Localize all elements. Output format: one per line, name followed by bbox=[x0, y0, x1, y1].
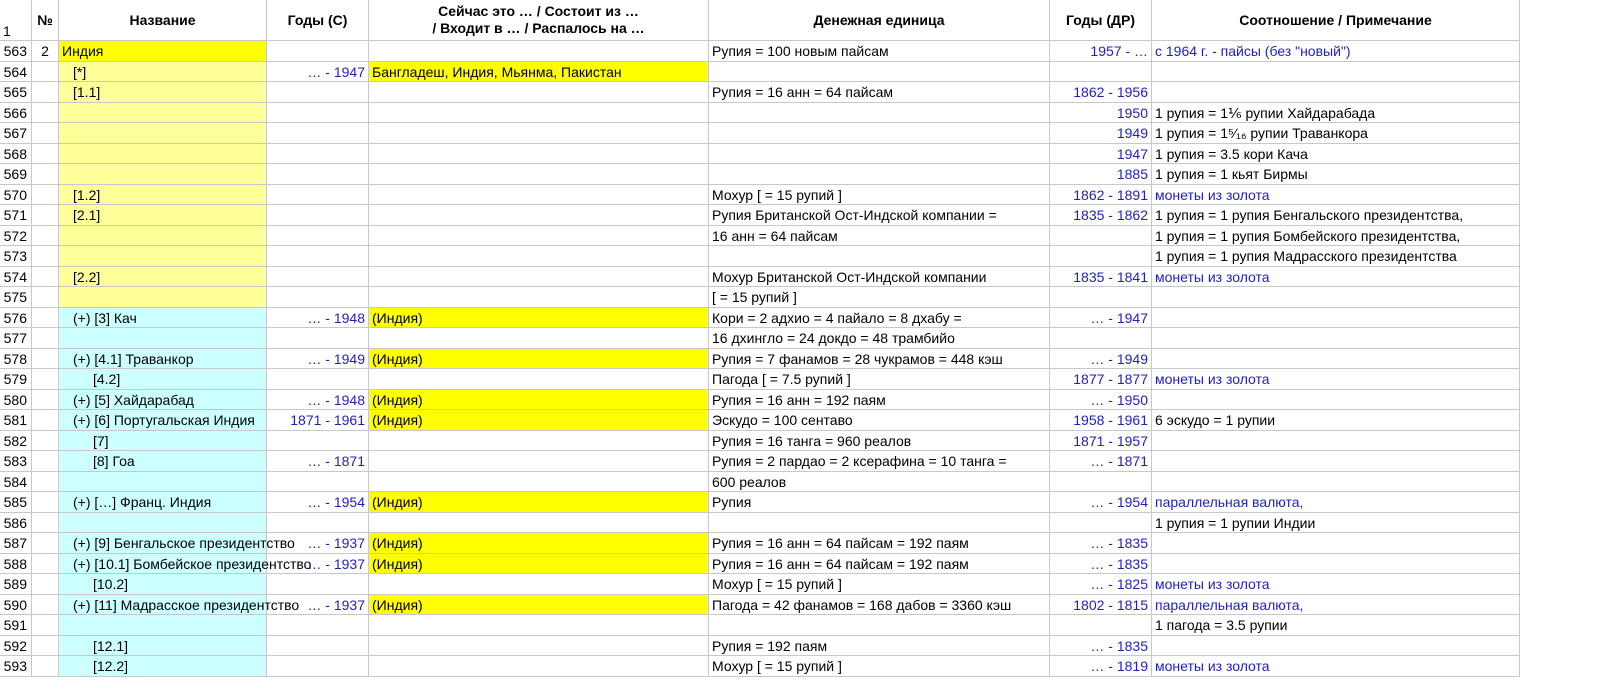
cell-currency[interactable]: Рупия = 16 анн = 192 паям bbox=[709, 390, 1050, 411]
cell-years-dr[interactable]: 1947 bbox=[1050, 144, 1152, 165]
cell-years-dr[interactable]: 1802 - 1815 bbox=[1050, 595, 1152, 616]
cell-num[interactable] bbox=[32, 185, 59, 206]
cell-num[interactable] bbox=[32, 246, 59, 267]
cell-years-dr[interactable] bbox=[1050, 287, 1152, 308]
cell-years-dr[interactable]: 1958 - 1961 bbox=[1050, 410, 1152, 431]
cell-currency[interactable]: [ = 15 рупий ] bbox=[709, 287, 1050, 308]
row-header[interactable]: 579 bbox=[0, 369, 32, 390]
cell-note[interactable] bbox=[1152, 308, 1520, 329]
cell-note[interactable]: 1 рупия = 3.5 кори Кача bbox=[1152, 144, 1520, 165]
row-header[interactable]: 567 bbox=[0, 123, 32, 144]
cell-num[interactable] bbox=[32, 656, 59, 677]
cell-name[interactable]: [12.1] bbox=[59, 636, 267, 657]
cell-num[interactable] bbox=[32, 308, 59, 329]
cell-currency[interactable]: Рупия Британской Ост-Индской компании = bbox=[709, 205, 1050, 226]
cell-currency[interactable] bbox=[709, 103, 1050, 124]
cell-years-dr[interactable] bbox=[1050, 246, 1152, 267]
cell-years-c[interactable]: … - 1948 bbox=[267, 308, 369, 329]
cell-num[interactable] bbox=[32, 287, 59, 308]
row-header[interactable]: 571 bbox=[0, 205, 32, 226]
cell-note[interactable]: монеты из золота bbox=[1152, 656, 1520, 677]
cell-years-dr[interactable]: … - 1835 bbox=[1050, 533, 1152, 554]
cell-years-c[interactable] bbox=[267, 574, 369, 595]
cell-num[interactable]: 2 bbox=[32, 41, 59, 62]
cell-currency[interactable] bbox=[709, 144, 1050, 165]
cell-now[interactable] bbox=[369, 267, 709, 288]
cell-now[interactable]: (Индия) bbox=[369, 533, 709, 554]
cell-currency[interactable]: Мохур [ = 15 рупий ] bbox=[709, 574, 1050, 595]
cell-years-c[interactable] bbox=[267, 246, 369, 267]
cell-note[interactable] bbox=[1152, 636, 1520, 657]
cell-years-dr[interactable]: 1871 - 1957 bbox=[1050, 431, 1152, 452]
row-header[interactable]: 574 bbox=[0, 267, 32, 288]
cell-years-dr[interactable]: 1835 - 1841 bbox=[1050, 267, 1152, 288]
row-header[interactable]: 575 bbox=[0, 287, 32, 308]
cell-name[interactable] bbox=[59, 164, 267, 185]
row-header[interactable]: 592 bbox=[0, 636, 32, 657]
cell-now[interactable]: (Индия) bbox=[369, 390, 709, 411]
col-header-now-line1: Сейчас это … / Состоит из … bbox=[438, 3, 639, 19]
cell-now[interactable] bbox=[369, 328, 709, 349]
cell-note[interactable]: 1 рупия = 1 рупия Бенгальского президентства, bbox=[1152, 205, 1520, 226]
col-header-now-line2: / Входит в … / Распалось на … bbox=[432, 20, 645, 36]
cell-note[interactable]: параллельная валюта, bbox=[1152, 595, 1520, 616]
cell-now[interactable] bbox=[369, 82, 709, 103]
row-header[interactable]: 581 bbox=[0, 410, 32, 431]
cell-num[interactable] bbox=[32, 369, 59, 390]
cell-years-dr[interactable] bbox=[1050, 472, 1152, 493]
cell-now[interactable] bbox=[369, 103, 709, 124]
row-header[interactable]: 591 bbox=[0, 615, 32, 636]
cell-currency[interactable]: Мохур [ = 15 рупий ] bbox=[709, 185, 1050, 206]
cell-num[interactable] bbox=[32, 513, 59, 534]
cell-num[interactable] bbox=[32, 431, 59, 452]
row-header[interactable]: 573 bbox=[0, 246, 32, 267]
cell-years-c[interactable] bbox=[267, 513, 369, 534]
cell-years-dr[interactable] bbox=[1050, 328, 1152, 349]
cell-num[interactable] bbox=[32, 226, 59, 247]
cell-currency[interactable]: Мохур Британской Ост-Индской компании bbox=[709, 267, 1050, 288]
cell-years-dr[interactable] bbox=[1050, 615, 1152, 636]
cell-now[interactable] bbox=[369, 246, 709, 267]
cell-years-dr[interactable]: … - 1835 bbox=[1050, 554, 1152, 575]
cell-now[interactable] bbox=[369, 369, 709, 390]
cell-now[interactable] bbox=[369, 451, 709, 472]
cell-num[interactable] bbox=[32, 349, 59, 370]
cell-name[interactable]: [1.2] bbox=[59, 185, 267, 206]
cell-name[interactable] bbox=[59, 328, 267, 349]
cell-years-dr[interactable]: … - 1950 bbox=[1050, 390, 1152, 411]
cell-num[interactable] bbox=[32, 533, 59, 554]
cell-currency[interactable]: Мохур [ = 15 рупий ] bbox=[709, 656, 1050, 677]
cell-note[interactable]: монеты из золота bbox=[1152, 369, 1520, 390]
cell-name[interactable] bbox=[59, 144, 267, 165]
cell-note[interactable]: монеты из золота bbox=[1152, 267, 1520, 288]
cell-currency[interactable]: Кори = 2 адхио = 4 пайало = 8 дхабу = bbox=[709, 308, 1050, 329]
cell-currency[interactable]: Рупия = 16 анн = 64 пайсам = 192 паям bbox=[709, 533, 1050, 554]
cell-years-dr[interactable]: 1862 - 1956 bbox=[1050, 82, 1152, 103]
cell-note[interactable] bbox=[1152, 328, 1520, 349]
cell-num[interactable] bbox=[32, 472, 59, 493]
cell-years-dr[interactable] bbox=[1050, 513, 1152, 534]
cell-years-c[interactable] bbox=[267, 431, 369, 452]
col-header-years-dr[interactable]: Годы (ДР) bbox=[1050, 0, 1152, 41]
cell-note[interactable]: 1 рупия = 1⅙ рупии Хайдарабада bbox=[1152, 103, 1520, 124]
cell-note[interactable]: монеты из золота bbox=[1152, 185, 1520, 206]
cell-years-c[interactable]: … - 1947 bbox=[267, 62, 369, 83]
cell-years-dr[interactable]: 1885 bbox=[1050, 164, 1152, 185]
cell-now[interactable] bbox=[369, 615, 709, 636]
cell-years-c[interactable] bbox=[267, 226, 369, 247]
cell-years-c[interactable] bbox=[267, 472, 369, 493]
cell-years-c[interactable]: … - 1937 bbox=[267, 554, 369, 575]
cell-currency[interactable]: Пагода = 42 фанамов = 168 дабов = 3360 кэш bbox=[709, 595, 1050, 616]
cell-years-c[interactable]: … - 1937 bbox=[267, 533, 369, 554]
cell-note[interactable] bbox=[1152, 287, 1520, 308]
cell-years-c[interactable] bbox=[267, 185, 369, 206]
row-header[interactable]: 566 bbox=[0, 103, 32, 124]
cell-num[interactable] bbox=[32, 410, 59, 431]
cell-name[interactable] bbox=[59, 246, 267, 267]
cell-note[interactable] bbox=[1152, 533, 1520, 554]
row-header[interactable]: 582 bbox=[0, 431, 32, 452]
cell-name[interactable]: [8] Гоа bbox=[59, 451, 267, 472]
row-header[interactable]: 588 bbox=[0, 554, 32, 575]
row-header[interactable]: 583 bbox=[0, 451, 32, 472]
cell-name[interactable] bbox=[59, 226, 267, 247]
row-header[interactable]: 577 bbox=[0, 328, 32, 349]
row-header[interactable]: 589 bbox=[0, 574, 32, 595]
cell-now[interactable]: (Индия) bbox=[369, 410, 709, 431]
cell-note[interactable] bbox=[1152, 62, 1520, 83]
cell-name[interactable]: (+) [3] Кач bbox=[59, 308, 267, 329]
cell-note[interactable]: 1 рупия = 1 рупия Бомбейского президентства, bbox=[1152, 226, 1520, 247]
cell-now[interactable]: (Индия) bbox=[369, 554, 709, 575]
cell-years-dr[interactable]: … - 1819 bbox=[1050, 656, 1152, 677]
cell-years-c[interactable]: … - 1937 bbox=[267, 595, 369, 616]
col-header-now[interactable] bbox=[369, 0, 709, 41]
cell-name[interactable]: [*] bbox=[59, 62, 267, 83]
cell-years-dr[interactable]: 1835 - 1862 bbox=[1050, 205, 1152, 226]
col-header-years-c[interactable]: Годы (С) bbox=[267, 0, 369, 41]
col-header-num[interactable]: № bbox=[32, 0, 59, 41]
cell-currency[interactable]: Рупия = 16 анн = 64 пайсам bbox=[709, 82, 1050, 103]
cell-currency[interactable] bbox=[709, 164, 1050, 185]
row-header[interactable]: 580 bbox=[0, 390, 32, 411]
cell-years-dr[interactable]: … - 1949 bbox=[1050, 349, 1152, 370]
cell-num[interactable] bbox=[32, 164, 59, 185]
row-header[interactable]: 585 bbox=[0, 492, 32, 513]
cell-years-c[interactable] bbox=[267, 369, 369, 390]
cell-now[interactable] bbox=[369, 164, 709, 185]
cell-note[interactable] bbox=[1152, 554, 1520, 575]
cell-note[interactable] bbox=[1152, 431, 1520, 452]
cell-now[interactable] bbox=[369, 287, 709, 308]
cell-name[interactable]: [2.1] bbox=[59, 205, 267, 226]
cell-now[interactable]: (Индия) bbox=[369, 349, 709, 370]
cell-years-c[interactable] bbox=[267, 287, 369, 308]
cell-now[interactable] bbox=[369, 513, 709, 534]
cell-note[interactable]: 1 рупия = 1 рупия Мадрасского президентства bbox=[1152, 246, 1520, 267]
cell-years-c[interactable] bbox=[267, 123, 369, 144]
cell-years-c[interactable]: … - 1954 bbox=[267, 492, 369, 513]
cell-now[interactable]: (Индия) bbox=[369, 595, 709, 616]
cell-years-c[interactable] bbox=[267, 615, 369, 636]
cell-years-c[interactable] bbox=[267, 328, 369, 349]
cell-name[interactable]: [7] bbox=[59, 431, 267, 452]
cell-num[interactable] bbox=[32, 451, 59, 472]
cell-name[interactable]: [4.2] bbox=[59, 369, 267, 390]
cell-currency[interactable] bbox=[709, 246, 1050, 267]
cell-now[interactable]: (Индия) bbox=[369, 308, 709, 329]
cell-num[interactable] bbox=[32, 492, 59, 513]
cell-note[interactable] bbox=[1152, 390, 1520, 411]
cell-years-c[interactable]: … - 1871 bbox=[267, 451, 369, 472]
cell-currency[interactable]: Рупия bbox=[709, 492, 1050, 513]
cell-currency[interactable]: Пагода [ = 7.5 рупий ] bbox=[709, 369, 1050, 390]
cell-years-dr[interactable] bbox=[1050, 62, 1152, 83]
cell-now[interactable] bbox=[369, 185, 709, 206]
cell-num[interactable] bbox=[32, 328, 59, 349]
cell-years-c[interactable] bbox=[267, 164, 369, 185]
cell-name[interactable] bbox=[59, 103, 267, 124]
cell-now[interactable] bbox=[369, 636, 709, 657]
cell-years-dr[interactable]: … - 1825 bbox=[1050, 574, 1152, 595]
cell-currency[interactable]: Эскудо = 100 сентаво bbox=[709, 410, 1050, 431]
row-header[interactable]: 572 bbox=[0, 226, 32, 247]
cell-years-c[interactable] bbox=[267, 82, 369, 103]
cell-currency[interactable]: Рупия = 16 анн = 64 пайсам = 192 паям bbox=[709, 554, 1050, 575]
cell-now[interactable] bbox=[369, 144, 709, 165]
row-header[interactable]: 570 bbox=[0, 185, 32, 206]
cell-note[interactable]: 1 рупия = 1 кьят Бирмы bbox=[1152, 164, 1520, 185]
cell-note[interactable] bbox=[1152, 82, 1520, 103]
cell-name[interactable]: [10.2] bbox=[59, 574, 267, 595]
cell-num[interactable] bbox=[32, 82, 59, 103]
col-header-name[interactable]: Название bbox=[59, 0, 267, 41]
cell-now[interactable] bbox=[369, 123, 709, 144]
cell-years-dr[interactable]: … - 1954 bbox=[1050, 492, 1152, 513]
cell-currency[interactable] bbox=[709, 615, 1050, 636]
cell-years-dr[interactable] bbox=[1050, 226, 1152, 247]
cell-name[interactable] bbox=[59, 513, 267, 534]
cell-now[interactable] bbox=[369, 205, 709, 226]
cell-num[interactable] bbox=[32, 62, 59, 83]
cell-currency[interactable] bbox=[709, 62, 1050, 83]
row-header-1[interactable]: 1 bbox=[0, 0, 32, 41]
cell-years-dr[interactable]: 1957 - … bbox=[1050, 41, 1152, 62]
cell-years-c[interactable]: 1871 - 1961 bbox=[267, 410, 369, 431]
cell-years-dr[interactable]: 1862 - 1891 bbox=[1050, 185, 1152, 206]
row-header[interactable]: 578 bbox=[0, 349, 32, 370]
row-header[interactable]: 568 bbox=[0, 144, 32, 165]
cell-years-c[interactable] bbox=[267, 636, 369, 657]
cell-years-c[interactable] bbox=[267, 41, 369, 62]
cell-note[interactable]: с 1964 г. - пайсы (без "новый") bbox=[1152, 41, 1520, 62]
cell-num[interactable] bbox=[32, 103, 59, 124]
cell-note[interactable] bbox=[1152, 451, 1520, 472]
cell-now[interactable] bbox=[369, 656, 709, 677]
cell-num[interactable] bbox=[32, 267, 59, 288]
cell-name[interactable]: (+) [9] Бенгальское президентство bbox=[59, 533, 267, 554]
cell-note[interactable]: монеты из золота bbox=[1152, 574, 1520, 595]
cell-num[interactable] bbox=[32, 615, 59, 636]
cell-years-dr[interactable]: … - 1871 bbox=[1050, 451, 1152, 472]
cell-years-dr[interactable]: … - 1835 bbox=[1050, 636, 1152, 657]
col-header-note[interactable]: Соотношение / Примечание bbox=[1152, 0, 1520, 41]
row-header[interactable]: 576 bbox=[0, 308, 32, 329]
cell-num[interactable] bbox=[32, 636, 59, 657]
cell-currency[interactable]: 600 реалов bbox=[709, 472, 1050, 493]
cell-years-c[interactable]: … - 1949 bbox=[267, 349, 369, 370]
cell-years-dr[interactable]: 1877 - 1877 bbox=[1050, 369, 1152, 390]
cell-now[interactable] bbox=[369, 431, 709, 452]
cell-name[interactable]: (+) [10.1] Бомбейское президентство bbox=[59, 554, 267, 575]
cell-currency[interactable]: 16 анн = 64 пайсам bbox=[709, 226, 1050, 247]
cell-num[interactable] bbox=[32, 390, 59, 411]
cell-num[interactable] bbox=[32, 595, 59, 616]
cell-years-dr[interactable]: 1950 bbox=[1050, 103, 1152, 124]
cell-name[interactable] bbox=[59, 615, 267, 636]
cell-name[interactable]: (+) [11] Мадрасское президентство bbox=[59, 595, 267, 616]
cell-name[interactable]: Индия bbox=[59, 41, 267, 62]
cell-num[interactable] bbox=[32, 574, 59, 595]
cell-years-c[interactable]: … - 1948 bbox=[267, 390, 369, 411]
cell-name[interactable]: [1.1] bbox=[59, 82, 267, 103]
row-header[interactable]: 565 bbox=[0, 82, 32, 103]
cell-now[interactable] bbox=[369, 574, 709, 595]
cell-note[interactable] bbox=[1152, 472, 1520, 493]
cell-name[interactable]: (+) [5] Хайдарабад bbox=[59, 390, 267, 411]
cell-note[interactable] bbox=[1152, 349, 1520, 370]
cell-name[interactable] bbox=[59, 287, 267, 308]
cell-currency[interactable]: Рупия = 7 фанамов = 28 чукрамов = 448 кэш bbox=[709, 349, 1050, 370]
cell-years-dr[interactable]: 1949 bbox=[1050, 123, 1152, 144]
row-header[interactable]: 590 bbox=[0, 595, 32, 616]
cell-name[interactable]: [12.2] bbox=[59, 656, 267, 677]
cell-note[interactable]: 1 рупия = 1 рупии Индии bbox=[1152, 513, 1520, 534]
cell-years-dr[interactable]: … - 1947 bbox=[1050, 308, 1152, 329]
row-header[interactable]: 593 bbox=[0, 656, 32, 677]
cell-now[interactable]: Бангладеш, Индия, Мьянма, Пакистан bbox=[369, 62, 709, 83]
cell-years-c[interactable] bbox=[267, 205, 369, 226]
cell-now[interactable] bbox=[369, 41, 709, 62]
cell-note[interactable]: 1 рупия = 1⁵⁄₁₆ рупии Траванкора bbox=[1152, 123, 1520, 144]
col-header-currency[interactable]: Денежная единица bbox=[709, 0, 1050, 41]
cell-name[interactable]: (+) [4.1] Траванкор bbox=[59, 349, 267, 370]
row-header[interactable]: 564 bbox=[0, 62, 32, 83]
row-header[interactable]: 584 bbox=[0, 472, 32, 493]
cell-note[interactable]: 6 эскудо = 1 рупии bbox=[1152, 410, 1520, 431]
cell-num[interactable] bbox=[32, 144, 59, 165]
cell-now[interactable] bbox=[369, 472, 709, 493]
cell-currency[interactable]: 16 дхингло = 24 докдо = 48 трамбийо bbox=[709, 328, 1050, 349]
cell-currency[interactable] bbox=[709, 513, 1050, 534]
cell-currency[interactable]: Рупия = 192 паям bbox=[709, 636, 1050, 657]
cell-num[interactable] bbox=[32, 554, 59, 575]
row-header[interactable]: 586 bbox=[0, 513, 32, 534]
cell-name[interactable]: (+) […] Франц. Индия bbox=[59, 492, 267, 513]
cell-currency[interactable]: Рупия = 2 пардао = 2 ксерафина = 10 танга = bbox=[709, 451, 1050, 472]
cell-now[interactable]: (Индия) bbox=[369, 492, 709, 513]
cell-name[interactable] bbox=[59, 123, 267, 144]
row-header[interactable]: 587 bbox=[0, 533, 32, 554]
row-header[interactable]: 569 bbox=[0, 164, 32, 185]
cell-years-c[interactable] bbox=[267, 656, 369, 677]
cell-num[interactable] bbox=[32, 205, 59, 226]
cell-now[interactable] bbox=[369, 226, 709, 247]
cell-name[interactable]: (+) [6] Португальская Индия bbox=[59, 410, 267, 431]
cell-years-c[interactable] bbox=[267, 103, 369, 124]
cell-years-c[interactable] bbox=[267, 267, 369, 288]
cell-note[interactable]: параллельная валюта, bbox=[1152, 492, 1520, 513]
cell-name[interactable] bbox=[59, 472, 267, 493]
cell-years-c[interactable] bbox=[267, 144, 369, 165]
cell-note[interactable]: 1 пагода = 3.5 рупии bbox=[1152, 615, 1520, 636]
cell-currency[interactable]: Рупия = 100 новым пайсам bbox=[709, 41, 1050, 62]
row-header[interactable]: 563 bbox=[0, 41, 32, 62]
cell-num[interactable] bbox=[32, 123, 59, 144]
cell-currency[interactable] bbox=[709, 123, 1050, 144]
cell-name[interactable]: [2.2] bbox=[59, 267, 267, 288]
cell-currency[interactable]: Рупия = 16 танга = 960 реалов bbox=[709, 431, 1050, 452]
